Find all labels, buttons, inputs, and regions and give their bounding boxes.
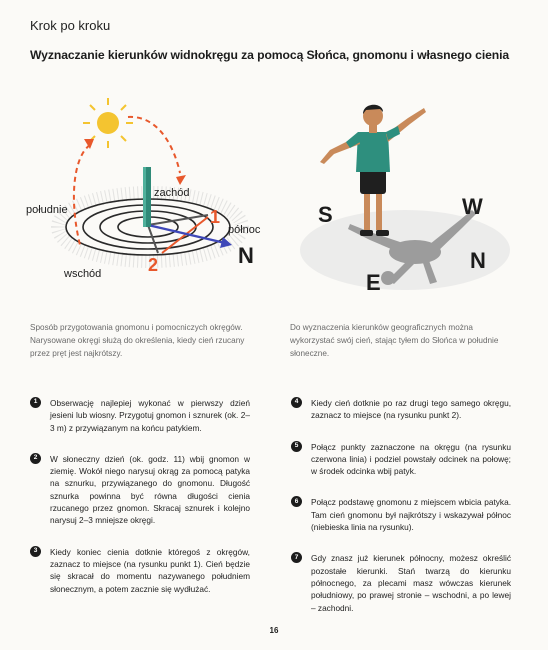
step-number-badge: 4 <box>291 397 302 408</box>
label-south: południe <box>26 204 68 216</box>
sun-path-arrows <box>74 117 180 245</box>
gnomon-illustration <box>20 95 280 295</box>
step-number-badge: 3 <box>30 546 41 557</box>
step-item <box>291 397 511 422</box>
step-number-badge: 1 <box>30 397 41 408</box>
mark-2: 2 <box>148 255 159 275</box>
step-number-badge: 7 <box>291 552 302 563</box>
step-text: Kiedy cień dotknie po raz drugi tego samego okręgu, zaznacz to miejsce (na rysunku punkt 2). <box>311 398 511 421</box>
step-text: Kiedy koniec cienia dotknie któregoś z okręgów, zaznacz to miejsce (na rysunku punkt 1). Cień będzie się skracał do momentu nazywanego południem słonecznym, a potem zacznie się wydłużać. <box>50 546 250 594</box>
step-text: Połącz punkty zaznaczone na okręgu (na rysunku czerwona linia) i podziel powstały odcinek na połowę; w środek odcinka wbij patyk. <box>311 441 511 477</box>
page-title: Wyznaczanie kierunków widnokręgu za pomocą Słońca, gnomonu i własnego cienia <box>30 48 510 62</box>
sun-arrowhead-2 <box>176 175 186 185</box>
step-item <box>291 441 511 478</box>
label-north: północ <box>228 224 261 236</box>
letter-w: W <box>462 194 483 219</box>
step-text: Gdy znasz już kierunek północny, możesz określić pozostałe kierunki. Stań twarzą do kierunku północnego, za plecami masz wówczas kierunek południowy, po prawej stronie – wschodni, a po lewej – zachodni. <box>311 553 511 613</box>
step-item <box>291 496 511 533</box>
letter-s: S <box>318 202 333 227</box>
label-east: wschód <box>64 268 102 280</box>
steps-right <box>291 397 511 633</box>
section-kicker: Krok po kroku <box>30 18 111 33</box>
step-item <box>291 552 511 613</box>
letter-n: N <box>470 248 486 273</box>
label-west: zachód <box>154 187 190 199</box>
sun-arrowhead-1 <box>84 139 94 149</box>
mark-1: 1 <box>210 207 221 227</box>
step-text: Obserwację najlepiej wykonać w pierwszy dzień jesieni lub wiosny. Przygotuj gnomon i sznurek (ok. 2–3 m) z przywiązanym na końcu patykiem. <box>50 398 250 433</box>
steps-left <box>30 397 250 614</box>
person-shadow-illustration <box>290 92 530 302</box>
step-number-badge: 6 <box>291 496 302 507</box>
label-north-letter: N <box>238 243 254 268</box>
step-item <box>30 546 250 595</box>
caption-left: Sposób przygotowania gnomonu i pomocniczych okręgów. Narysowane okręgi służą do określenia, kiedy cień rzucany przez pręt jest najkrótszy. <box>30 323 245 358</box>
step-text: Połącz podstawę gnomonu z miejscem wbicia patyka. Tam cień gnomonu był najkrótszy i wskazywał północ (niebieska linia na rysunku). <box>311 497 511 533</box>
caption-right: Do wyznaczenia kierunków geograficznych można wykorzystać swój cień, stając tyłem do Słońca w południe słoneczne. <box>290 323 499 358</box>
step-number-badge: 2 <box>30 453 41 464</box>
shirt <box>356 132 390 172</box>
letter-e: E <box>366 270 381 295</box>
step-item <box>30 397 250 434</box>
step-text: W słoneczny dzień (ok. godz. 11) wbij gnomon w ziemię. Wokół niego narysuj okrąg za pomocą patyka na sznurku, przywiązanego do gnomonu. Długość sznurka powinna być równa długości cienia rzucanego przez gnomon. Skracaj sznurek i kolejno narysuj 2–3 mniejsze okręgi. <box>50 453 250 526</box>
page-number: 16 <box>269 626 279 635</box>
step-number-badge: 5 <box>291 441 302 452</box>
step-item <box>30 453 250 527</box>
